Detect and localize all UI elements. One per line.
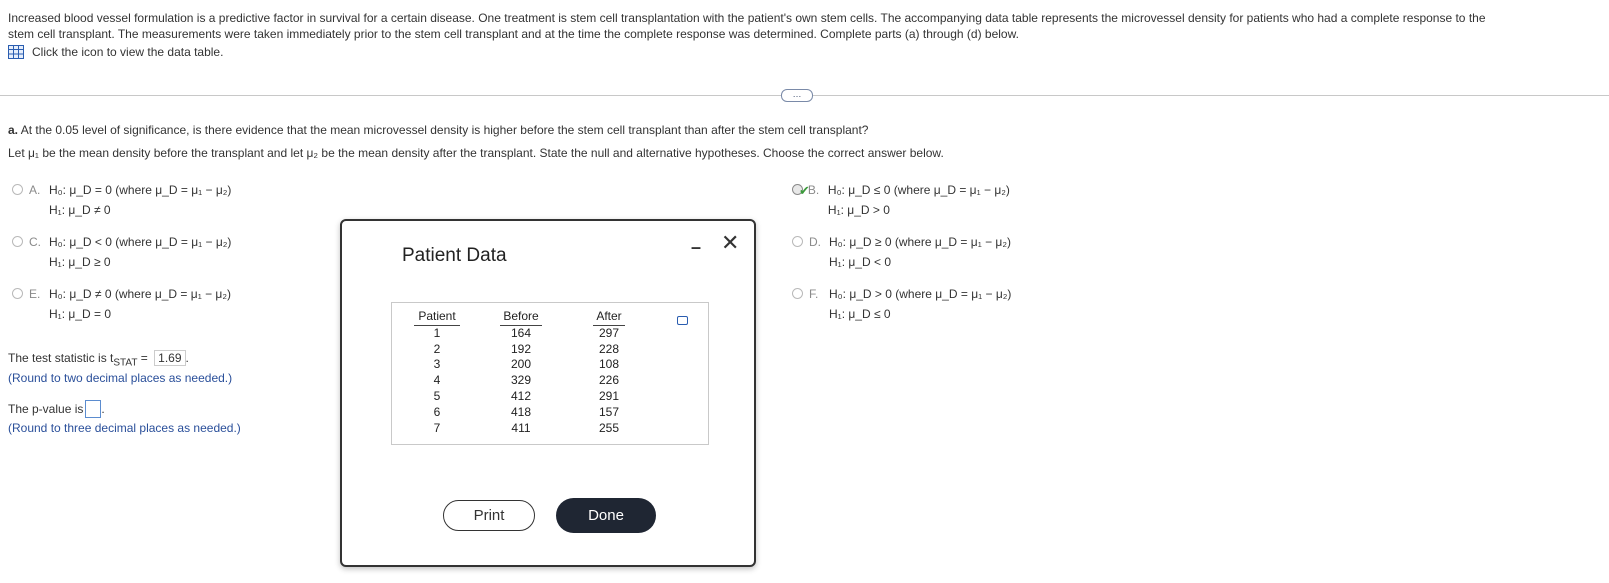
option-b[interactable] <box>792 183 1010 220</box>
patient-cell: 4 <box>433 373 441 388</box>
patient-cell: 6 <box>433 404 441 419</box>
part-a-instruction: Let μ₁ be the mean density before the transplant and let μ₂ be the mean density after the transplant. State the null and alternative hypotheses. Choose the correct answer below. <box>8 146 944 160</box>
part-a-prefix: a. <box>8 123 19 137</box>
before-cell: 200 <box>510 357 532 372</box>
part-a-question <box>8 123 868 137</box>
option-f-radio[interactable] <box>792 288 803 299</box>
test-statistic-sub: STAT <box>113 357 138 369</box>
option-c[interactable] <box>12 235 231 272</box>
option-d[interactable] <box>792 235 1011 272</box>
patient-cell: 5 <box>433 388 441 403</box>
view-data-table-link[interactable] <box>8 45 223 59</box>
after-cell: 228 <box>598 341 620 356</box>
expand-more-button[interactable]: … <box>781 89 813 102</box>
test-statistic-label: The test statistic is t <box>8 351 114 365</box>
p-value-label: The p-value is <box>8 402 84 416</box>
patient-header: Patient <box>414 309 460 326</box>
done-button[interactable]: Done <box>556 498 656 533</box>
before-cell: 412 <box>510 388 532 403</box>
patient-data-table <box>391 302 709 445</box>
option-e-h0: H₀: μ_D ≠ 0 (where μ_D = μ₁ − μ₂) <box>49 287 231 301</box>
test-statistic-line <box>8 350 189 368</box>
table-grid-icon[interactable] <box>8 45 24 59</box>
after-cell: 297 <box>598 325 620 340</box>
option-f[interactable] <box>792 287 1011 324</box>
option-b-h1: H₁: μ_D > 0 <box>827 203 890 217</box>
after-cell: 291 <box>598 388 620 403</box>
test-statistic-period: . <box>185 351 189 365</box>
option-a[interactable] <box>12 183 231 220</box>
option-d-h0: H₀: μ_D ≥ 0 (where μ_D = μ₁ − μ₂) <box>829 235 1011 249</box>
before-cell: 164 <box>510 325 532 340</box>
before-cell: 411 <box>511 420 531 435</box>
round-three-decimals-note: (Round to three decimal places as needed.) <box>8 421 241 435</box>
intro-line-1: Increased blood vessel formulation is a predictive factor in survival for a certain disease. One treatment is stem cell transplantation with the patient's own stem cells. The accompanying data table represents the microvessel density for patients who had a complete response to the <box>8 11 1486 25</box>
before-cell: 329 <box>510 373 532 388</box>
round-two-decimals-note: (Round to two decimal places as needed.) <box>8 371 233 385</box>
patient-cell: 1 <box>433 325 441 340</box>
option-c-h0: H₀: μ_D < 0 (where μ_D = μ₁ − μ₂) <box>49 235 232 249</box>
option-f-letter: F. <box>809 287 819 301</box>
option-a-h1: H₁: μ_D ≠ 0 <box>49 203 111 217</box>
p-value-period: . <box>101 402 105 416</box>
view-data-table-label: Click the icon to view the data table. <box>32 45 224 59</box>
option-d-h1: H₁: μ_D < 0 <box>829 255 891 269</box>
option-d-radio[interactable] <box>792 236 803 247</box>
option-a-h0: H₀: μ_D = 0 (where μ_D = μ₁ − μ₂) <box>49 183 232 197</box>
after-cell: 226 <box>598 373 620 388</box>
print-button[interactable]: Print <box>443 500 535 531</box>
after-cell: 157 <box>598 404 620 419</box>
patient-cell: 2 <box>433 341 441 356</box>
dialog-title: Patient Data <box>402 245 507 266</box>
before-cell: 192 <box>510 341 532 356</box>
before-column <box>500 309 542 436</box>
before-header: Before <box>500 309 542 326</box>
patient-cell: 7 <box>433 420 441 435</box>
option-e-radio[interactable] <box>12 288 23 299</box>
option-e-h1: H₁: μ_D = 0 <box>49 307 111 321</box>
option-e-letter: E. <box>29 287 41 301</box>
problem-intro <box>8 10 1608 42</box>
after-cell: 108 <box>598 357 620 372</box>
option-c-letter: C. <box>29 235 41 249</box>
after-column <box>593 309 625 436</box>
option-a-letter: A. <box>29 183 41 197</box>
close-icon[interactable]: ✕ <box>721 230 740 255</box>
option-f-h1: H₁: μ_D ≤ 0 <box>829 307 891 321</box>
option-d-letter: D. <box>809 235 821 249</box>
copy-table-icon[interactable] <box>677 316 688 325</box>
p-value-input[interactable] <box>85 400 101 418</box>
part-a-text: At the 0.05 level of significance, is there evidence that the mean microvessel density is higher before the stem cell transplant than after the stem cell transplant? <box>18 123 869 137</box>
minimize-button[interactable]: – <box>691 237 702 257</box>
option-f-h0: H₀: μ_D > 0 (where μ_D = μ₁ − μ₂) <box>829 287 1012 301</box>
after-cell: 255 <box>598 420 620 435</box>
patient-column <box>414 309 460 436</box>
after-header: After <box>593 309 625 326</box>
test-statistic-eq: = <box>137 351 152 365</box>
option-c-radio[interactable] <box>12 236 23 247</box>
test-statistic-answer[interactable]: 1.69 <box>154 350 185 366</box>
option-b-letter: B. <box>807 183 820 197</box>
option-a-radio[interactable] <box>12 184 23 195</box>
option-c-h1: H₁: μ_D ≥ 0 <box>49 255 111 269</box>
correct-check-icon: ✔ <box>799 183 810 198</box>
option-e[interactable] <box>12 287 231 324</box>
p-value-line <box>8 400 105 418</box>
option-b-h0: H₀: μ_D ≤ 0 (where μ_D = μ₁ − μ₂) <box>827 183 1010 197</box>
before-cell: 418 <box>510 404 532 419</box>
patient-cell: 3 <box>433 357 441 372</box>
intro-line-2: stem cell transplant. The measurements were taken immediately prior to the stem cell transplant and at the time the complete response was determined. Complete parts (a) through (d) below. <box>8 27 1019 41</box>
